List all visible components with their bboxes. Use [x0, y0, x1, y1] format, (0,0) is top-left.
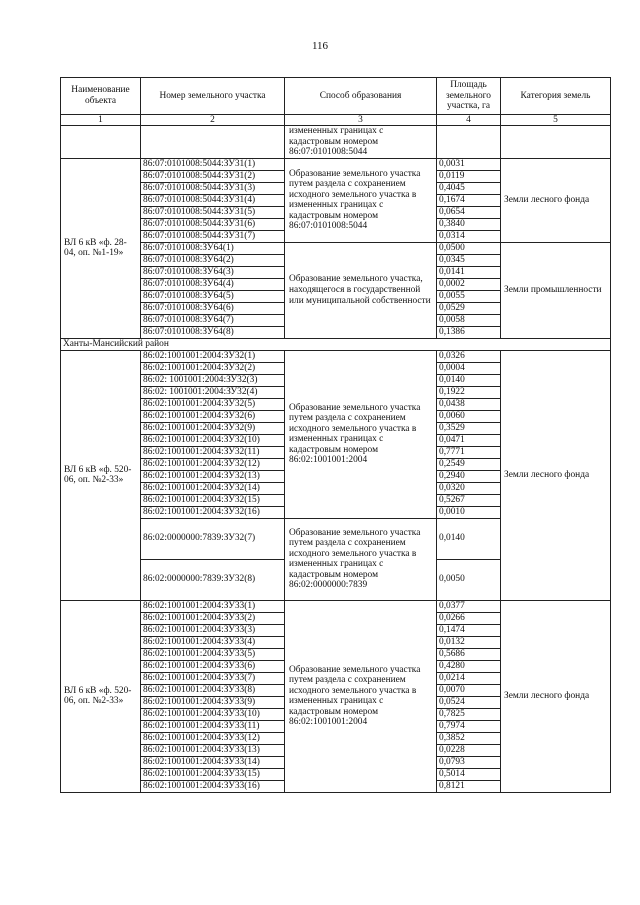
plot-area: 0,0060 — [437, 410, 501, 422]
formation-method: Образование земельного участка путем раздела с сохранением исходного земельного участка в измененных границах с кадастровым номером 86:02:1001001:2004 — [285, 600, 437, 792]
plot-area: 0,0214 — [437, 672, 501, 684]
plot-area: 0,0529 — [437, 302, 501, 314]
plot-area: 0,1474 — [437, 624, 501, 636]
parcel-number: 86:07:0101008:ЗУ64(1) — [141, 242, 285, 254]
parcel-number: 86:02:1001001:2004:ЗУ33(11) — [141, 720, 285, 732]
method-cell: измененных границах с кадастровым номером 86:07:0101008:5044 — [285, 126, 437, 159]
region-row — [61, 338, 611, 350]
parcel-number: 86:02:1001001:2004:ЗУ33(13) — [141, 744, 285, 756]
parcel-number: 86:02:1001001:2004:ЗУ33(9) — [141, 696, 285, 708]
land-category: Земли лесного фонда — [501, 600, 611, 792]
plot-area: 0,3840 — [437, 218, 501, 230]
plot-area: 0,3529 — [437, 422, 501, 434]
parcel-number: 86:02:1001001:2004:ЗУ32(12) — [141, 458, 285, 470]
land-category: Земли лесного фонда — [501, 350, 611, 600]
plot-area: 0,1674 — [437, 194, 501, 206]
plot-area: 0,1386 — [437, 326, 501, 338]
parcel-number: 86:07:0101008:5044:ЗУ31(2) — [141, 170, 285, 182]
plot-area: 0,5014 — [437, 768, 501, 780]
parcel-number: 86:02:1001001:2004:ЗУ33(4) — [141, 636, 285, 648]
plot-area: 0,0314 — [437, 230, 501, 242]
formation-method: Образование земельного участка, находящегося в государственной или муниципальной собственности — [285, 242, 437, 338]
parcel-number: 86:02:0000000:7839:ЗУ32(8) — [141, 559, 285, 600]
parcel-number: 86:02:1001001:2004:ЗУ33(7) — [141, 672, 285, 684]
plot-area: 0,0140 — [437, 374, 501, 386]
plot-area: 0,4045 — [437, 182, 501, 194]
page-number: 116 — [311, 40, 329, 52]
parcel-number: 86:07:0101008:5044:ЗУ31(4) — [141, 194, 285, 206]
parcel-number: 86:02:1001001:2004:ЗУ32(13) — [141, 470, 285, 482]
parcel-number: 86:07:0101008:ЗУ64(8) — [141, 326, 285, 338]
object-name: ВЛ 6 кВ «ф. 28-04, оп. №1-19» — [61, 158, 141, 338]
plot-area: 0,3852 — [437, 732, 501, 744]
parcel-number: 86:02:1001001:2004:ЗУ32(16) — [141, 506, 285, 518]
object-name: ВЛ 6 кВ «ф. 520-06, оп. №2-33» — [61, 350, 141, 600]
parcel-number: 86:02:1001001:2004:ЗУ33(12) — [141, 732, 285, 744]
header-area: Площадь земельного участка, га — [437, 78, 501, 115]
parcel-number: 86:02:1001001:2004:ЗУ33(5) — [141, 648, 285, 660]
parcel-number: 86:02:1001001:2004:ЗУ32(2) — [141, 362, 285, 374]
parcel-number: 86:07:0101008:ЗУ64(6) — [141, 302, 285, 314]
plot-area: 0,7771 — [437, 446, 501, 458]
parcel-number: 86:07:0101008:5044:ЗУ31(6) — [141, 218, 285, 230]
plot-area: 0,0002 — [437, 278, 501, 290]
table-row — [61, 600, 611, 612]
parcel-number: 86:07:0101008:ЗУ64(2) — [141, 254, 285, 266]
object-name: ВЛ 6 кВ «ф. 520-06, оп. №2-33» — [61, 600, 141, 792]
parcel-number: 86:02:1001001:2004:ЗУ33(10) — [141, 708, 285, 720]
plot-area: 0,0119 — [437, 170, 501, 182]
land-category: Земли лесного фонда — [501, 158, 611, 242]
column-number: 5 — [501, 115, 611, 126]
plot-area: 0,0055 — [437, 290, 501, 302]
plot-area: 0,0266 — [437, 612, 501, 624]
plot-area: 0,0050 — [437, 559, 501, 600]
parcel-number: 86:07:0101008:5044:ЗУ31(5) — [141, 206, 285, 218]
plot-area: 0,7974 — [437, 720, 501, 732]
parcel-number: 86:07:0101008:5044:ЗУ31(1) — [141, 158, 285, 170]
category-cell — [501, 126, 611, 159]
plot-area: 0,0228 — [437, 744, 501, 756]
plot-area: 0,2940 — [437, 470, 501, 482]
plot-area: 0,0345 — [437, 254, 501, 266]
land-plots-table — [60, 77, 611, 793]
parcel-number: 86:02:1001001:2004:ЗУ33(6) — [141, 660, 285, 672]
parcel-number: 86:02:1001001:2004:ЗУ33(15) — [141, 768, 285, 780]
parcel-number: 86:02: 1001001:2004:ЗУ32(3) — [141, 374, 285, 386]
parcel-number: 86:02:1001001:2004:ЗУ33(8) — [141, 684, 285, 696]
table-row — [61, 350, 611, 362]
parcel-number: 86:02:1001001:2004:ЗУ32(11) — [141, 446, 285, 458]
parcel-number: 86:02:1001001:2004:ЗУ32(15) — [141, 494, 285, 506]
plot-area: 0,0141 — [437, 266, 501, 278]
parcel-number: 86:02:1001001:2004:ЗУ33(3) — [141, 624, 285, 636]
parcel-number: 86:02:1001001:2004:ЗУ32(10) — [141, 434, 285, 446]
plot-area: 0,0132 — [437, 636, 501, 648]
area-cell — [437, 126, 501, 159]
plot-area: 0,0500 — [437, 242, 501, 254]
plot-area: 0,5686 — [437, 648, 501, 660]
plot-area: 0,0031 — [437, 158, 501, 170]
column-number-row — [61, 115, 611, 126]
region-name: Ханты-Мансийский район — [61, 338, 611, 350]
plot-area: 0,1922 — [437, 386, 501, 398]
plot-area: 0,0793 — [437, 756, 501, 768]
object-cell — [61, 126, 141, 159]
parcel-number: 86:07:0101008:ЗУ64(5) — [141, 290, 285, 302]
table-row — [61, 242, 611, 254]
plot-area: 0,7825 — [437, 708, 501, 720]
parcel-number: 86:07:0101008:5044:ЗУ31(7) — [141, 230, 285, 242]
plot-area: 0,0654 — [437, 206, 501, 218]
plot-area: 0,0004 — [437, 362, 501, 374]
plot-area: 0,0058 — [437, 314, 501, 326]
header-formation-method: Способ образования — [285, 78, 437, 115]
plot-area: 0,8121 — [437, 780, 501, 792]
plot-area: 0,0471 — [437, 434, 501, 446]
parcel-number: 86:02:1001001:2004:ЗУ32(9) — [141, 422, 285, 434]
formation-method: Образование земельного участка путем раздела с сохранением исходного земельного участка в измененных границах с кадастровым номером 86:07:0101008:5044 — [285, 158, 437, 242]
formation-method: Образование земельного участка путем раздела с сохранением исходного земельного участка в измененных границах с кадастровым номером 86:02:0000000:7839 — [285, 518, 437, 600]
plot-area: 0,5267 — [437, 494, 501, 506]
column-number: 2 — [141, 115, 285, 126]
column-number: 3 — [285, 115, 437, 126]
parcel-number: 86:07:0101008:ЗУ64(4) — [141, 278, 285, 290]
plot-area: 0,4280 — [437, 660, 501, 672]
parcel-number: 86:02:1001001:2004:ЗУ32(14) — [141, 482, 285, 494]
plot-area: 0,0320 — [437, 482, 501, 494]
plot-area: 0,2549 — [437, 458, 501, 470]
parcel-number: 86:02:0000000:7839:ЗУ32(7) — [141, 518, 285, 559]
parcel-number: 86:02:1001001:2004:ЗУ33(14) — [141, 756, 285, 768]
header-land-category: Категория земель — [501, 78, 611, 115]
parcel-number: 86:07:0101008:ЗУ64(3) — [141, 266, 285, 278]
parcel-number: 86:02:1001001:2004:ЗУ33(2) — [141, 612, 285, 624]
header-object: Наименование объекта — [61, 78, 141, 115]
parcel-number: 86:02:1001001:2004:ЗУ32(6) — [141, 410, 285, 422]
parcel-number: 86:02: 1001001:2004:ЗУ32(4) — [141, 386, 285, 398]
formation-method: Образование земельного участка путем раздела с сохранением исходного земельного участка в измененных границах с кадастровым номером 86:02:1001001:2004 — [285, 350, 437, 518]
parcel-number: 86:07:0101008:ЗУ64(7) — [141, 314, 285, 326]
land-category: Земли промышленности — [501, 242, 611, 338]
plot-area: 0,0010 — [437, 506, 501, 518]
parcel-number: 86:02:1001001:2004:ЗУ33(1) — [141, 600, 285, 612]
continuation-row — [61, 126, 611, 159]
column-number: 1 — [61, 115, 141, 126]
parcel-cell — [141, 126, 285, 159]
parcel-number: 86:02:1001001:2004:ЗУ32(5) — [141, 398, 285, 410]
header-row — [61, 78, 611, 115]
plot-area: 0,0326 — [437, 350, 501, 362]
header-parcel-number: Номер земельного участка — [141, 78, 285, 115]
column-number: 4 — [437, 115, 501, 126]
parcel-number: 86:02:1001001:2004:ЗУ32(1) — [141, 350, 285, 362]
parcel-number: 86:02:1001001:2004:ЗУ33(16) — [141, 780, 285, 792]
plot-area: 0,0438 — [437, 398, 501, 410]
plot-area: 0,0140 — [437, 518, 501, 559]
plot-area: 0,0377 — [437, 600, 501, 612]
table-row — [61, 158, 611, 170]
table-body — [61, 115, 611, 793]
plot-area: 0,0070 — [437, 684, 501, 696]
plot-area: 0,0524 — [437, 696, 501, 708]
parcel-number: 86:07:0101008:5044:ЗУ31(3) — [141, 182, 285, 194]
